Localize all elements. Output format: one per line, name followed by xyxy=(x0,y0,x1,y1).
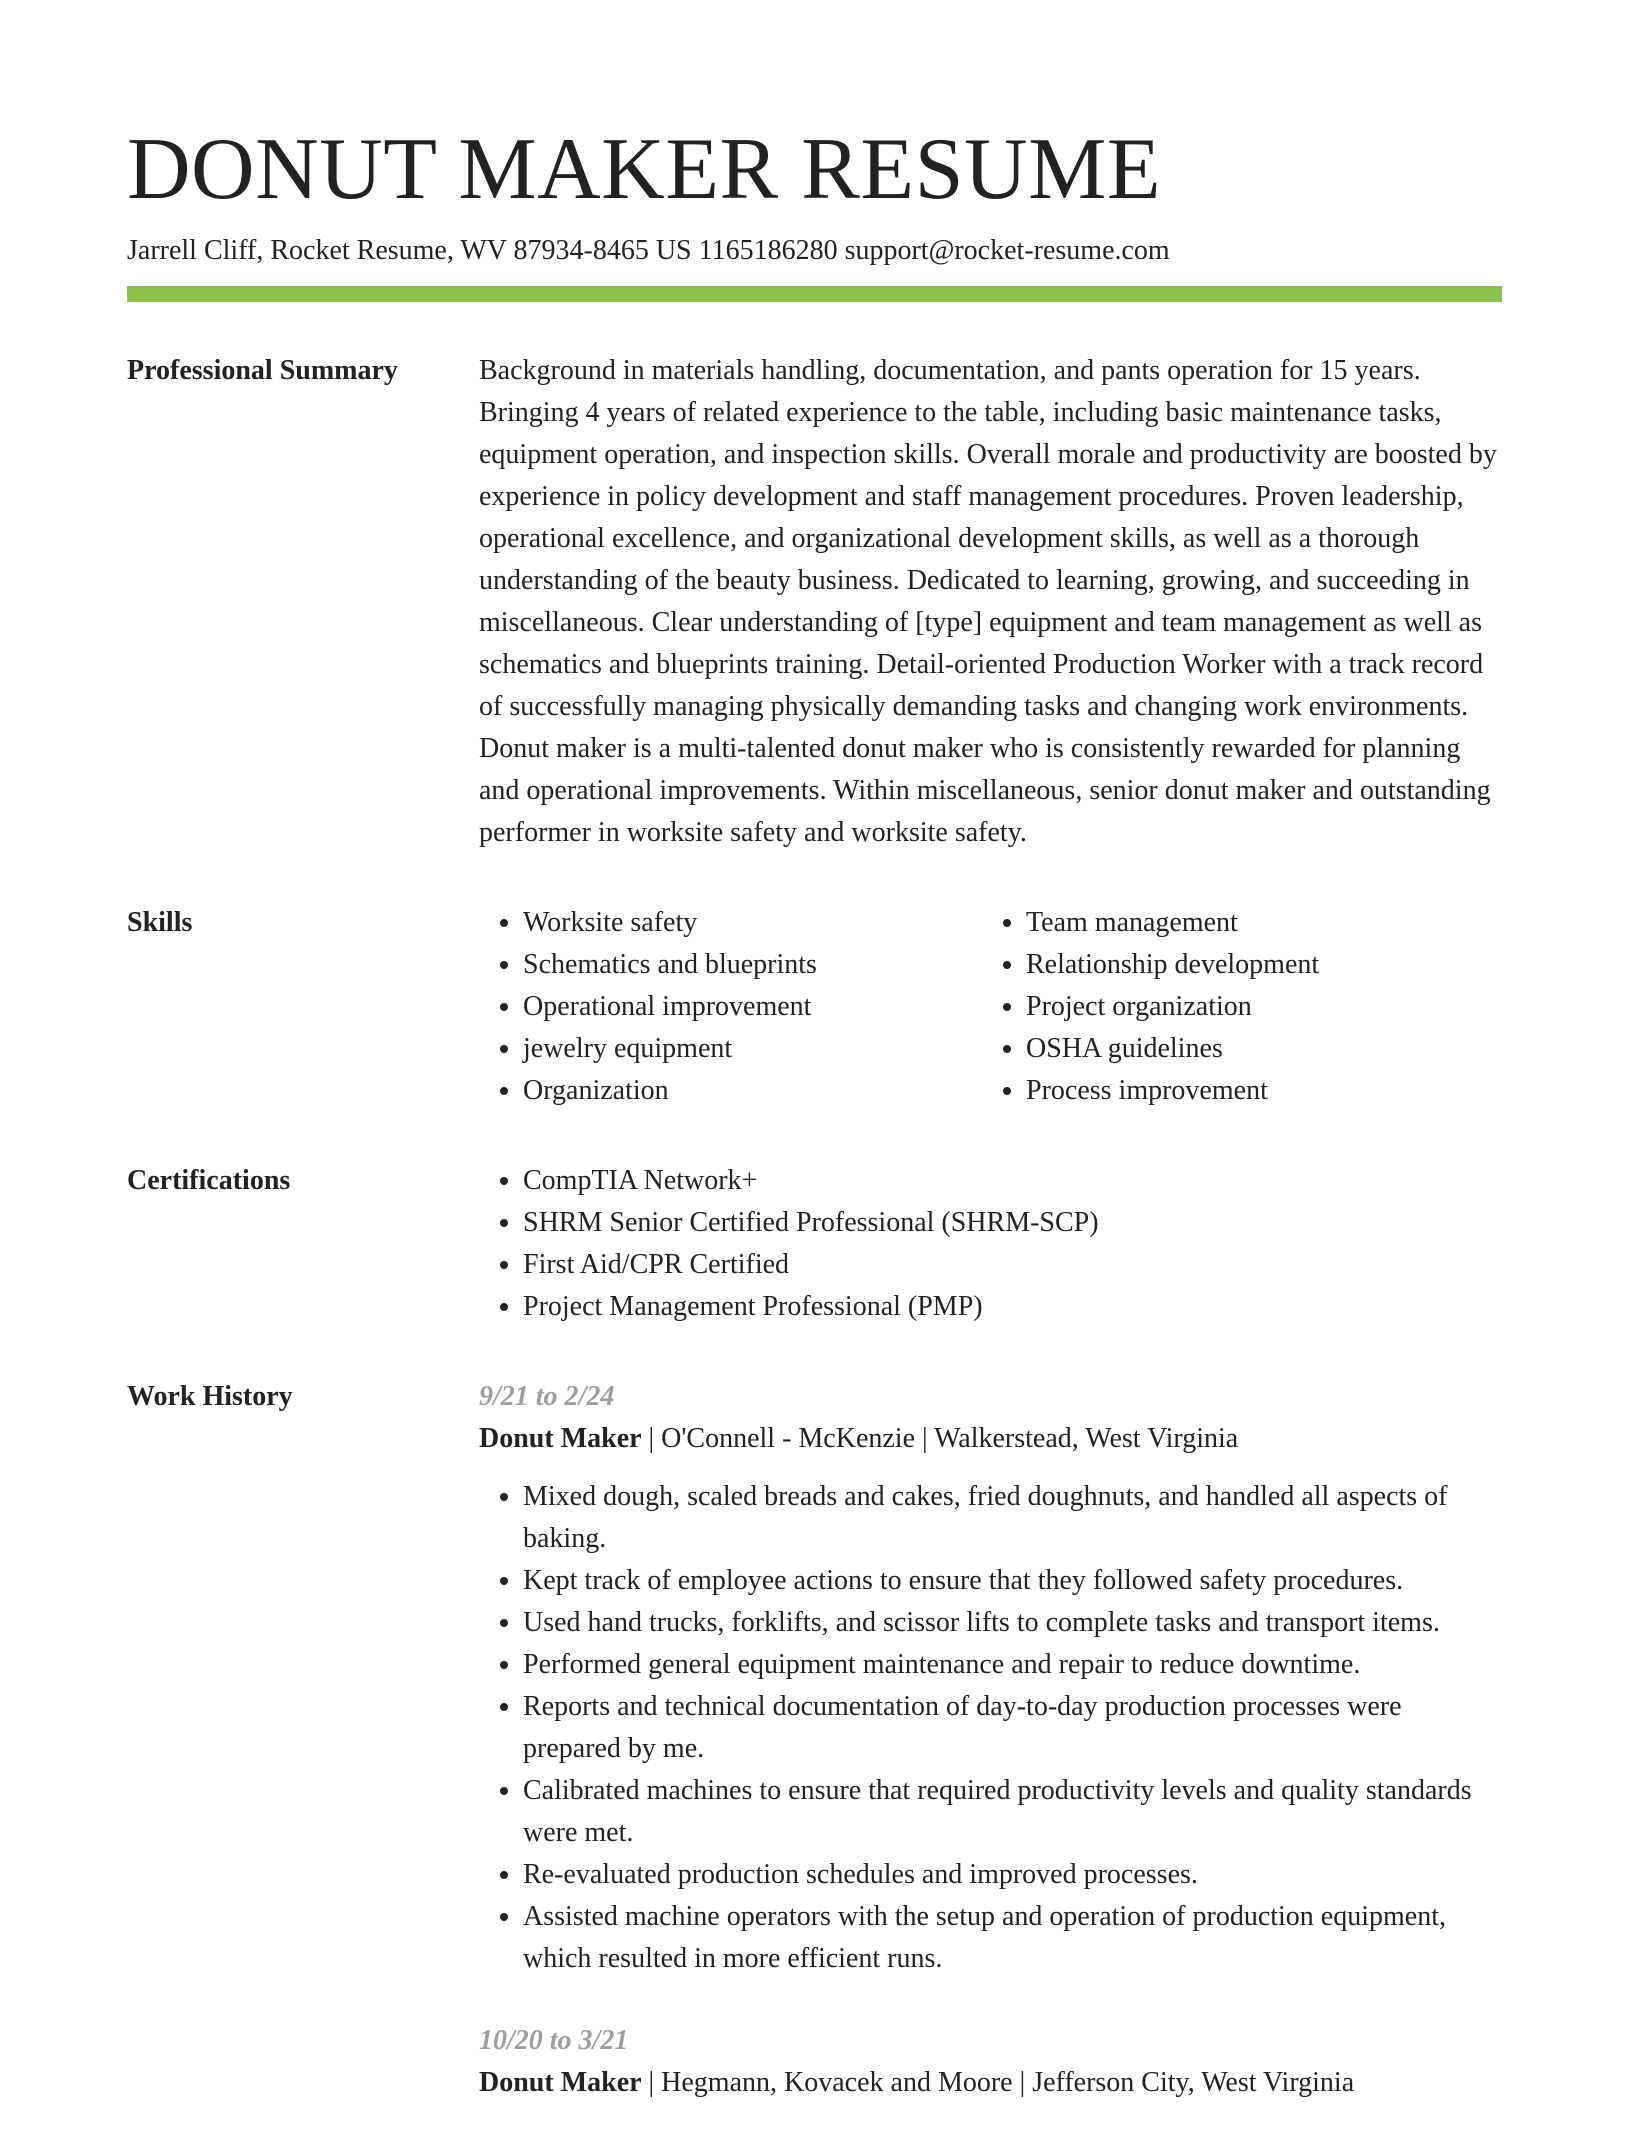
skill-item: • Organization xyxy=(523,1070,982,1112)
contact-line: Jarrell Cliff, Rocket Resume, WV 87934-8465 US 1165186280 support@rocket-resume.com xyxy=(127,235,1170,266)
job-duty: • Performed general equipment maintenance and repair to reduce downtime. xyxy=(523,1644,1502,1686)
work-history-heading: Work History xyxy=(127,1381,293,1412)
skill-item: • Process improvement xyxy=(1026,1070,1485,1112)
job-dates: 9/21 to 2/24 xyxy=(479,1381,615,1412)
skill-item: • jewelry equipment xyxy=(523,1028,982,1070)
job-entry xyxy=(479,2020,1502,2104)
summary-section xyxy=(127,350,1502,854)
skill-item: • Operational improvement xyxy=(523,986,982,1028)
job-duty: • Re-evaluated production schedules and improved processes. xyxy=(523,1854,1502,1896)
skill-item: • Team management xyxy=(1026,902,1485,944)
certifications-section xyxy=(127,1160,1502,1328)
summary-heading: Professional Summary xyxy=(127,355,398,386)
skills-list-left xyxy=(479,902,982,1112)
work-history-section xyxy=(127,1376,1502,2144)
job-duty: • Kept track of employee actions to ensure that they followed safety procedures. xyxy=(523,1560,1502,1602)
resume-page xyxy=(127,118,1502,2144)
skills-list-right xyxy=(982,902,1485,1112)
job-duty: • Reports and technical documentation of day-to-day production processes were prepared by me. xyxy=(523,1686,1502,1770)
job-header xyxy=(479,2062,1502,2104)
job-header xyxy=(479,1418,1502,1460)
job-employer-location: | Hegmann, Kovacek and Moore | Jefferson City, West Virginia xyxy=(641,2067,1355,2098)
certification-item: • CompTIA Network+ xyxy=(523,1160,1502,1202)
accent-divider xyxy=(127,286,1502,302)
job-dates: 10/20 to 3/21 xyxy=(479,2025,629,2056)
skills-section xyxy=(127,902,1502,1112)
job-employer-location: | O'Connell - McKenzie | Walkerstead, West Virginia xyxy=(641,1423,1239,1454)
certification-item: • First Aid/CPR Certified xyxy=(523,1244,1502,1286)
certification-item: • Project Management Professional (PMP) xyxy=(523,1286,1502,1328)
skills-grid xyxy=(479,902,1502,1112)
certifications-heading: Certifications xyxy=(127,1165,291,1196)
skill-item: • Project organization xyxy=(1026,986,1485,1028)
skill-item: • Worksite safety xyxy=(523,902,982,944)
job-entry xyxy=(479,1376,1502,1980)
skills-heading: Skills xyxy=(127,907,193,938)
job-duties-list xyxy=(479,1476,1502,1980)
skill-item: • Relationship development xyxy=(1026,944,1485,986)
job-duty: • Used hand trucks, forklifts, and scissor lifts to complete tasks and transport items. xyxy=(523,1602,1502,1644)
job-duty: • Assisted machine operators with the setup and operation of production equipment, which resulted in more efficient runs. xyxy=(523,1896,1502,1980)
job-duty: • Calibrated machines to ensure that required productivity levels and quality standards were met. xyxy=(523,1770,1502,1854)
certifications-list xyxy=(479,1160,1502,1328)
certification-item: • SHRM Senior Certified Professional (SHRM-SCP) xyxy=(523,1202,1502,1244)
summary-text: Background in materials handling, documentation, and pants operation for 15 years. Bringing 4 years of related experience to the table, including basic maintenance tasks, equipment operation, and inspection skills. Overall morale and productivity are boosted by experience in policy development and staff management procedures. Proven leadership, operational excellence, and organizational development skills, as well as a thorough understanding of the beauty business. Dedicated to learning, growing, and succeeding in miscellaneous. Clear understanding of [type] equipment and team management as well as schematics and blueprints training. Detail-oriented Production Worker with a track record of successfully managing physically demanding tasks and changing work environments. Donut maker is a multi-talented donut maker who is consistently rewarded for planning and operational improvements. Within miscellaneous, senior donut maker and outstanding performer in worksite safety and worksite safety. xyxy=(479,355,1497,848)
job-title: Donut Maker xyxy=(479,1423,642,1454)
skill-item: • Schematics and blueprints xyxy=(523,944,982,986)
skill-item: • OSHA guidelines xyxy=(1026,1028,1485,1070)
job-duty: • Mixed dough, scaled breads and cakes, fried doughnuts, and handled all aspects of baking. xyxy=(523,1476,1502,1560)
job-title: Donut Maker xyxy=(479,2067,642,2098)
resume-title: DONUT MAKER RESUME xyxy=(127,121,1162,218)
